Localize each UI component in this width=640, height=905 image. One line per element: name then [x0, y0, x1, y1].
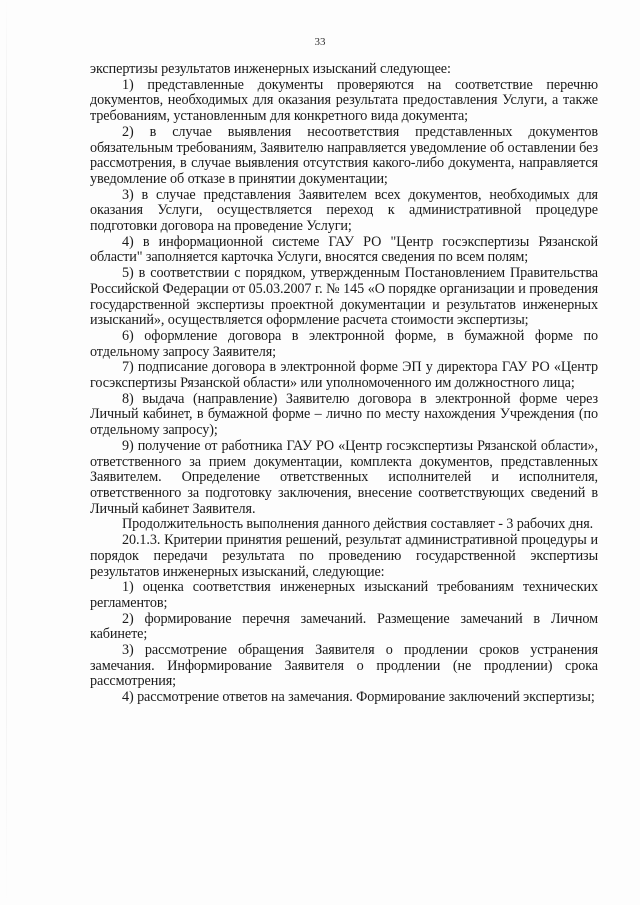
- paragraph: 6) оформление договора в электронной форме, в бумажной форме по отдельному запросу Заявителя;: [90, 327, 598, 360]
- paragraph: 2) в случае выявления несоответствия представленных документов обязательным требованиям, Заявителю направляется уведомление об оставлении без рассмотрения, в случае выявления отсутствия какого-либо документа, направляется уведомление об отказе в принятии документации;: [90, 123, 598, 187]
- paragraph: 4) в информационной системе ГАУ РО "Центр госэкспертизы Рязанской области" заполняется карточка Услуги, вносятся сведения по всем полям;: [90, 233, 598, 266]
- paragraph: 1) оценка соответствия инженерных изысканий требованиям технических регламентов;: [90, 579, 598, 611]
- paragraph: 9) получение от работника ГАУ РО «Центр госэкспертизы Рязанской области», ответственного за прием документации, комплекта документов, представленных Заявителем. Определение ответственных исполнителей и исполнителя, ответственного за подготовку заключения, внесение соответствующих сведений в Личный кабинет Заявителя.: [90, 437, 598, 517]
- paragraph: 3) рассмотрение обращения Заявителя о продлении сроков устранения замечания. Информирование Заявителя о продлении (не продлении) срока рассмотрения;: [90, 642, 598, 690]
- paragraph: 2) формирование перечня замечаний. Размещение замечаний в Личном кабинете;: [90, 610, 598, 643]
- page-number: 33: [314, 36, 326, 48]
- scan-edge-shadow: [6, 0, 7, 905]
- paragraph: экспертизы результатов инженерных изысканий следующее:: [90, 61, 451, 77]
- paragraph: 1) представленные документы проверяются на соответствие перечню документов, необходимых для оказания результата предоставления Услуги, а также требованиям, установленным для конкретного вида документа;: [90, 76, 598, 125]
- paragraph: 3) в случае представления Заявителем всех документов, необходимых для оказания Услуги, осуществляется переход к административной процедуре подготовки договора на проведение Услуги;: [90, 186, 598, 235]
- document-body: [90, 62, 598, 706]
- paragraph: Продолжительность выполнения данного действия составляет - 3 рабочих дня.: [122, 516, 594, 533]
- paragraph: 8) выдача (направление) Заявителю договора в электронной форме через Личный кабинет, в бумажной форме – лично по месту нахождения Учреждения (по отдельному запросу);: [90, 390, 598, 439]
- paragraph: 5) в соответствии с порядком, утвержденным Постановлением Правительства Российской Федерации от 05.03.2007 г. № 145 «О порядке организации и проведения государственной экспертизы проектной документации и результатов инженерных изысканий», осуществляется оформление расчета стоимости экспертизы;: [90, 265, 598, 329]
- paragraph: 7) подписание договора в электронной форме ЭП у директора ГАУ РО «Центр госэкспертизы Рязанской области» или уполномоченного им должностного лица;: [90, 359, 598, 392]
- paragraph: 4) рассмотрение ответов на замечания. Формирование заключений экспертизы;: [122, 689, 595, 706]
- paragraph: 20.1.3. Критерии принятия решений, результат административной процедуры и порядок передачи результата по проведению государственной экспертизы результатов инженерных изысканий, следующие:: [90, 532, 598, 580]
